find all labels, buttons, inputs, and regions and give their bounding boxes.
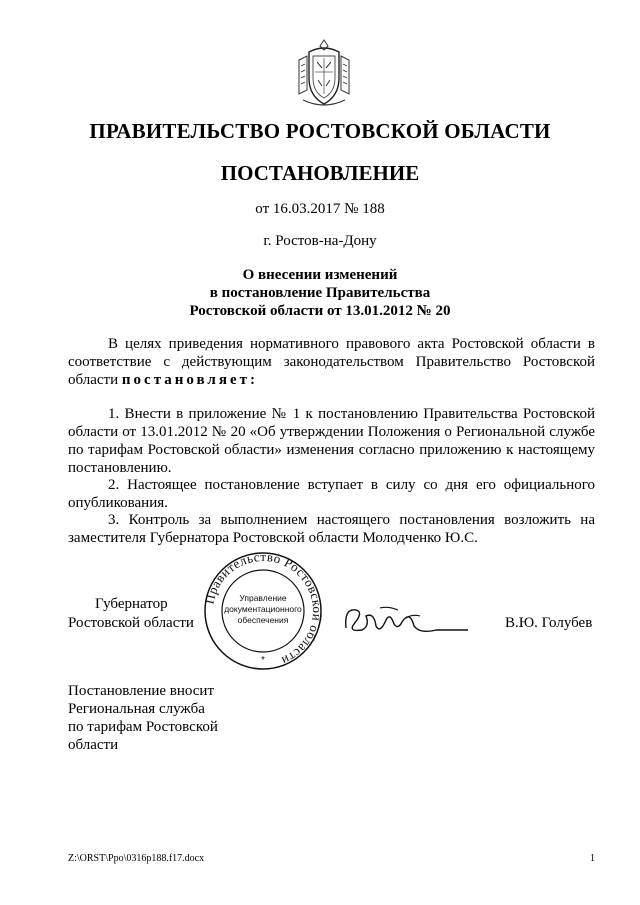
coat-of-arms-icon: [295, 38, 353, 110]
submitter-note-line: по тарифам Ростовской: [68, 719, 218, 735]
document-date-number: от 16.03.2017 № 188: [255, 201, 385, 217]
submitter-note-line: Региональная служба: [68, 701, 205, 717]
page-number: 1: [590, 853, 595, 864]
subject-line: Ростовской области от 13.01.2012 № 20: [189, 303, 451, 319]
preamble-paragraph: [68, 335, 595, 389]
subject-line: О внесении изменений: [242, 267, 398, 283]
seal-inner-text: обеспечения: [237, 615, 289, 625]
handwritten-signature: [340, 600, 470, 640]
seal-star: *: [261, 655, 265, 666]
seal-inner-text: Управление: [239, 593, 287, 603]
organization-title: ПРАВИТЕЛЬСТВО РОСТОВСКОЙ ОБЛАСТИ: [89, 119, 551, 143]
footer-file-path: Z:\ORST\Ppo\0316p188.f17.docx: [68, 853, 205, 864]
official-seal: [203, 551, 323, 671]
subject-line: в постановление Правительства: [209, 285, 431, 301]
document-type-title: ПОСТАНОВЛЕНИЕ: [220, 161, 420, 185]
seal-outer-text: Правительство Ростовс области: [203, 551, 323, 669]
signer-title-line: Ростовской области: [68, 615, 194, 631]
preamble-text: В целях приведения нормативного правового акта Ростовской области в соответствие с действующим законодательством Правительство Ростовской области: [68, 336, 595, 388]
signer-title-line: Губернатор: [95, 596, 168, 612]
decree-keyword: постановляет:: [121, 372, 258, 388]
signer-name: В.Ю. Голубев: [505, 615, 593, 631]
decree-item-1: 1. Внести в приложение № 1 к постановлению Правительства Ростовской области от 13.01.2012 № 20 «Об утверждении Положения о Региональной службе по тарифам Ростовской области» изменения согласно приложению к настоящему постановлению.: [68, 406, 595, 476]
decree-item-3: 3. Контроль за выполнением настоящего постановления возложить на заместителя Губернатора Ростовской области Молодченко Ю.С.: [68, 512, 595, 546]
seal-inner-text: документационного: [224, 604, 302, 614]
submitter-note-line: Постановление вносит: [68, 683, 215, 699]
decree-item-2: 2. Настоящее постановление вступает в силу со дня его официального опубликования.: [68, 477, 595, 511]
document-city: г. Ростов-на-Дону: [263, 233, 377, 249]
submitter-note-line: области: [68, 737, 119, 753]
